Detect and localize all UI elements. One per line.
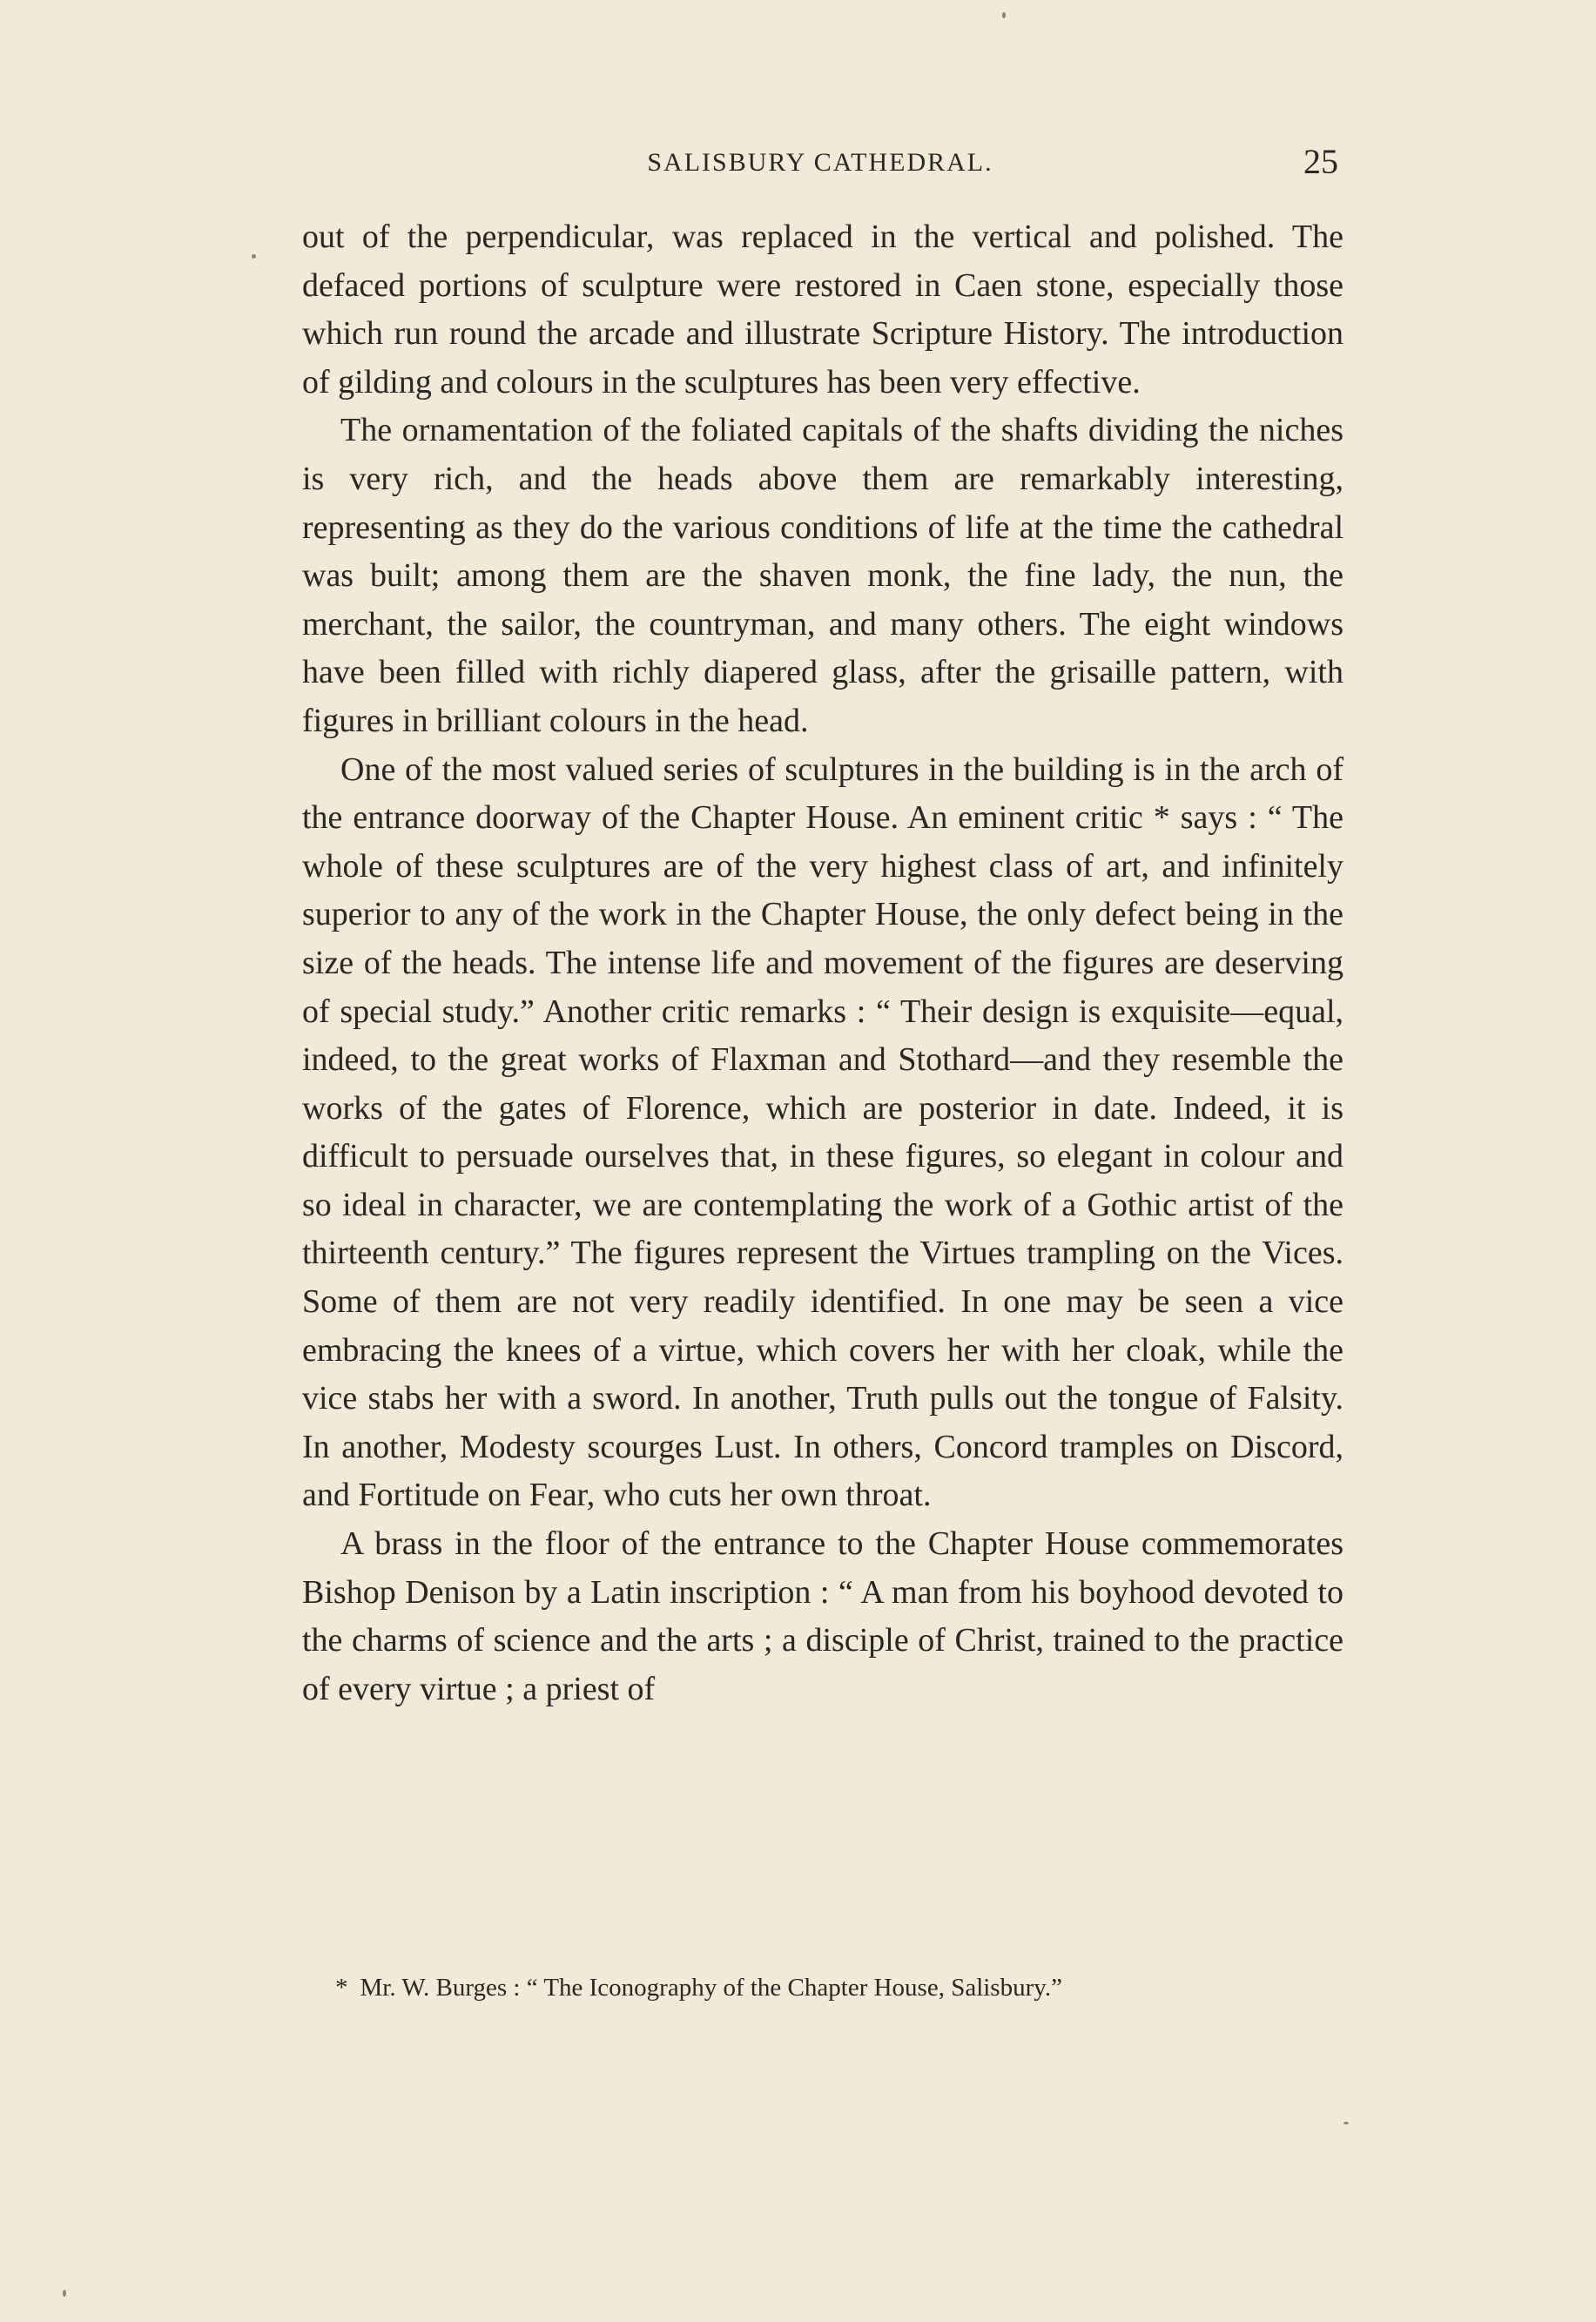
print-speck bbox=[1343, 2122, 1349, 2124]
running-title: SALISBURY CATHEDRAL. bbox=[647, 148, 993, 177]
footnote bbox=[335, 1970, 1345, 2005]
paragraph-sculptures: One of the most valued series of sculptures in the building is in the arch of the entrance doorway of the Chapter House. An eminent critic * says : “ The whole of these sculptures are of the very highest class of art, and infinitely superior to any of the work in the Chapter House, the only defect being in the size of the heads. The intense life and movement of the figures are deserving of special study.” Another critic remarks : “ Their design is exquisite—equal, indeed, to the great works of Flaxman and Stothard—and they resemble the works of the gates of Florence, which are posterior in date. Indeed, it is difficult to persuade ourselves that, in these figures, so elegant in colour and so ideal in character, we are contemplating the work of a Gothic artist of the thirteenth century.” The figures represent the Virtues trampling on the Vices. Some of them are not very readily identified. In one may be seen a vice embracing the knees of a virtue, which covers her with her cloak, while the vice stabs her with a sword. In another, Truth pulls out the tongue of Falsity. In another, Modesty scourges Lust. In others, Concord tramples on Discord, and Fortitude on Fear, who cuts her own throat. bbox=[302, 750, 1343, 1514]
print-speck bbox=[1002, 12, 1006, 18]
page-number: 25 bbox=[1303, 142, 1338, 181]
print-speck bbox=[63, 2290, 66, 2297]
footnote-mark: * bbox=[335, 1974, 348, 2002]
paragraph-continued: out of the perpendicular, was replaced in the vertical and polished. The defaced portions of sculpture were restored in Caen stone, especially those which run round the arcade and illustrate Scripture History. The introduction of gilding and colours in the sculptures has been very effective. bbox=[302, 219, 1343, 400]
print-speck bbox=[252, 254, 256, 259]
footnote-text: Mr. W. Burges : “ The Iconography of the Chapter House, Salisbury.” bbox=[360, 1974, 1062, 2002]
paragraph-brass: A brass in the floor of the entrance to the Chapter House commemorates Bishop Denison by a Latin inscription : “ A man from his boyhood devoted to the charms of science and the arts ; a disciple of Christ, trained to the practice of every virtue ; a priest of bbox=[302, 1525, 1343, 1707]
body-text bbox=[302, 213, 1343, 1713]
running-head bbox=[302, 141, 1338, 185]
paragraph-ornamentation: The ornamentation of the foliated capitals of the shafts dividing the niches is very rich, and the heads above them are remarkably interesting, representing as they do the various conditions of life at the time the cathedral was built; among them are the shaven monk, the fine lady, the nun, the merchant, the sailor, the countryman, and many others. The eight windows have been filled with richly diapered glass, after the grisaille pattern, with figures in brilliant colours in the head. bbox=[302, 412, 1343, 739]
